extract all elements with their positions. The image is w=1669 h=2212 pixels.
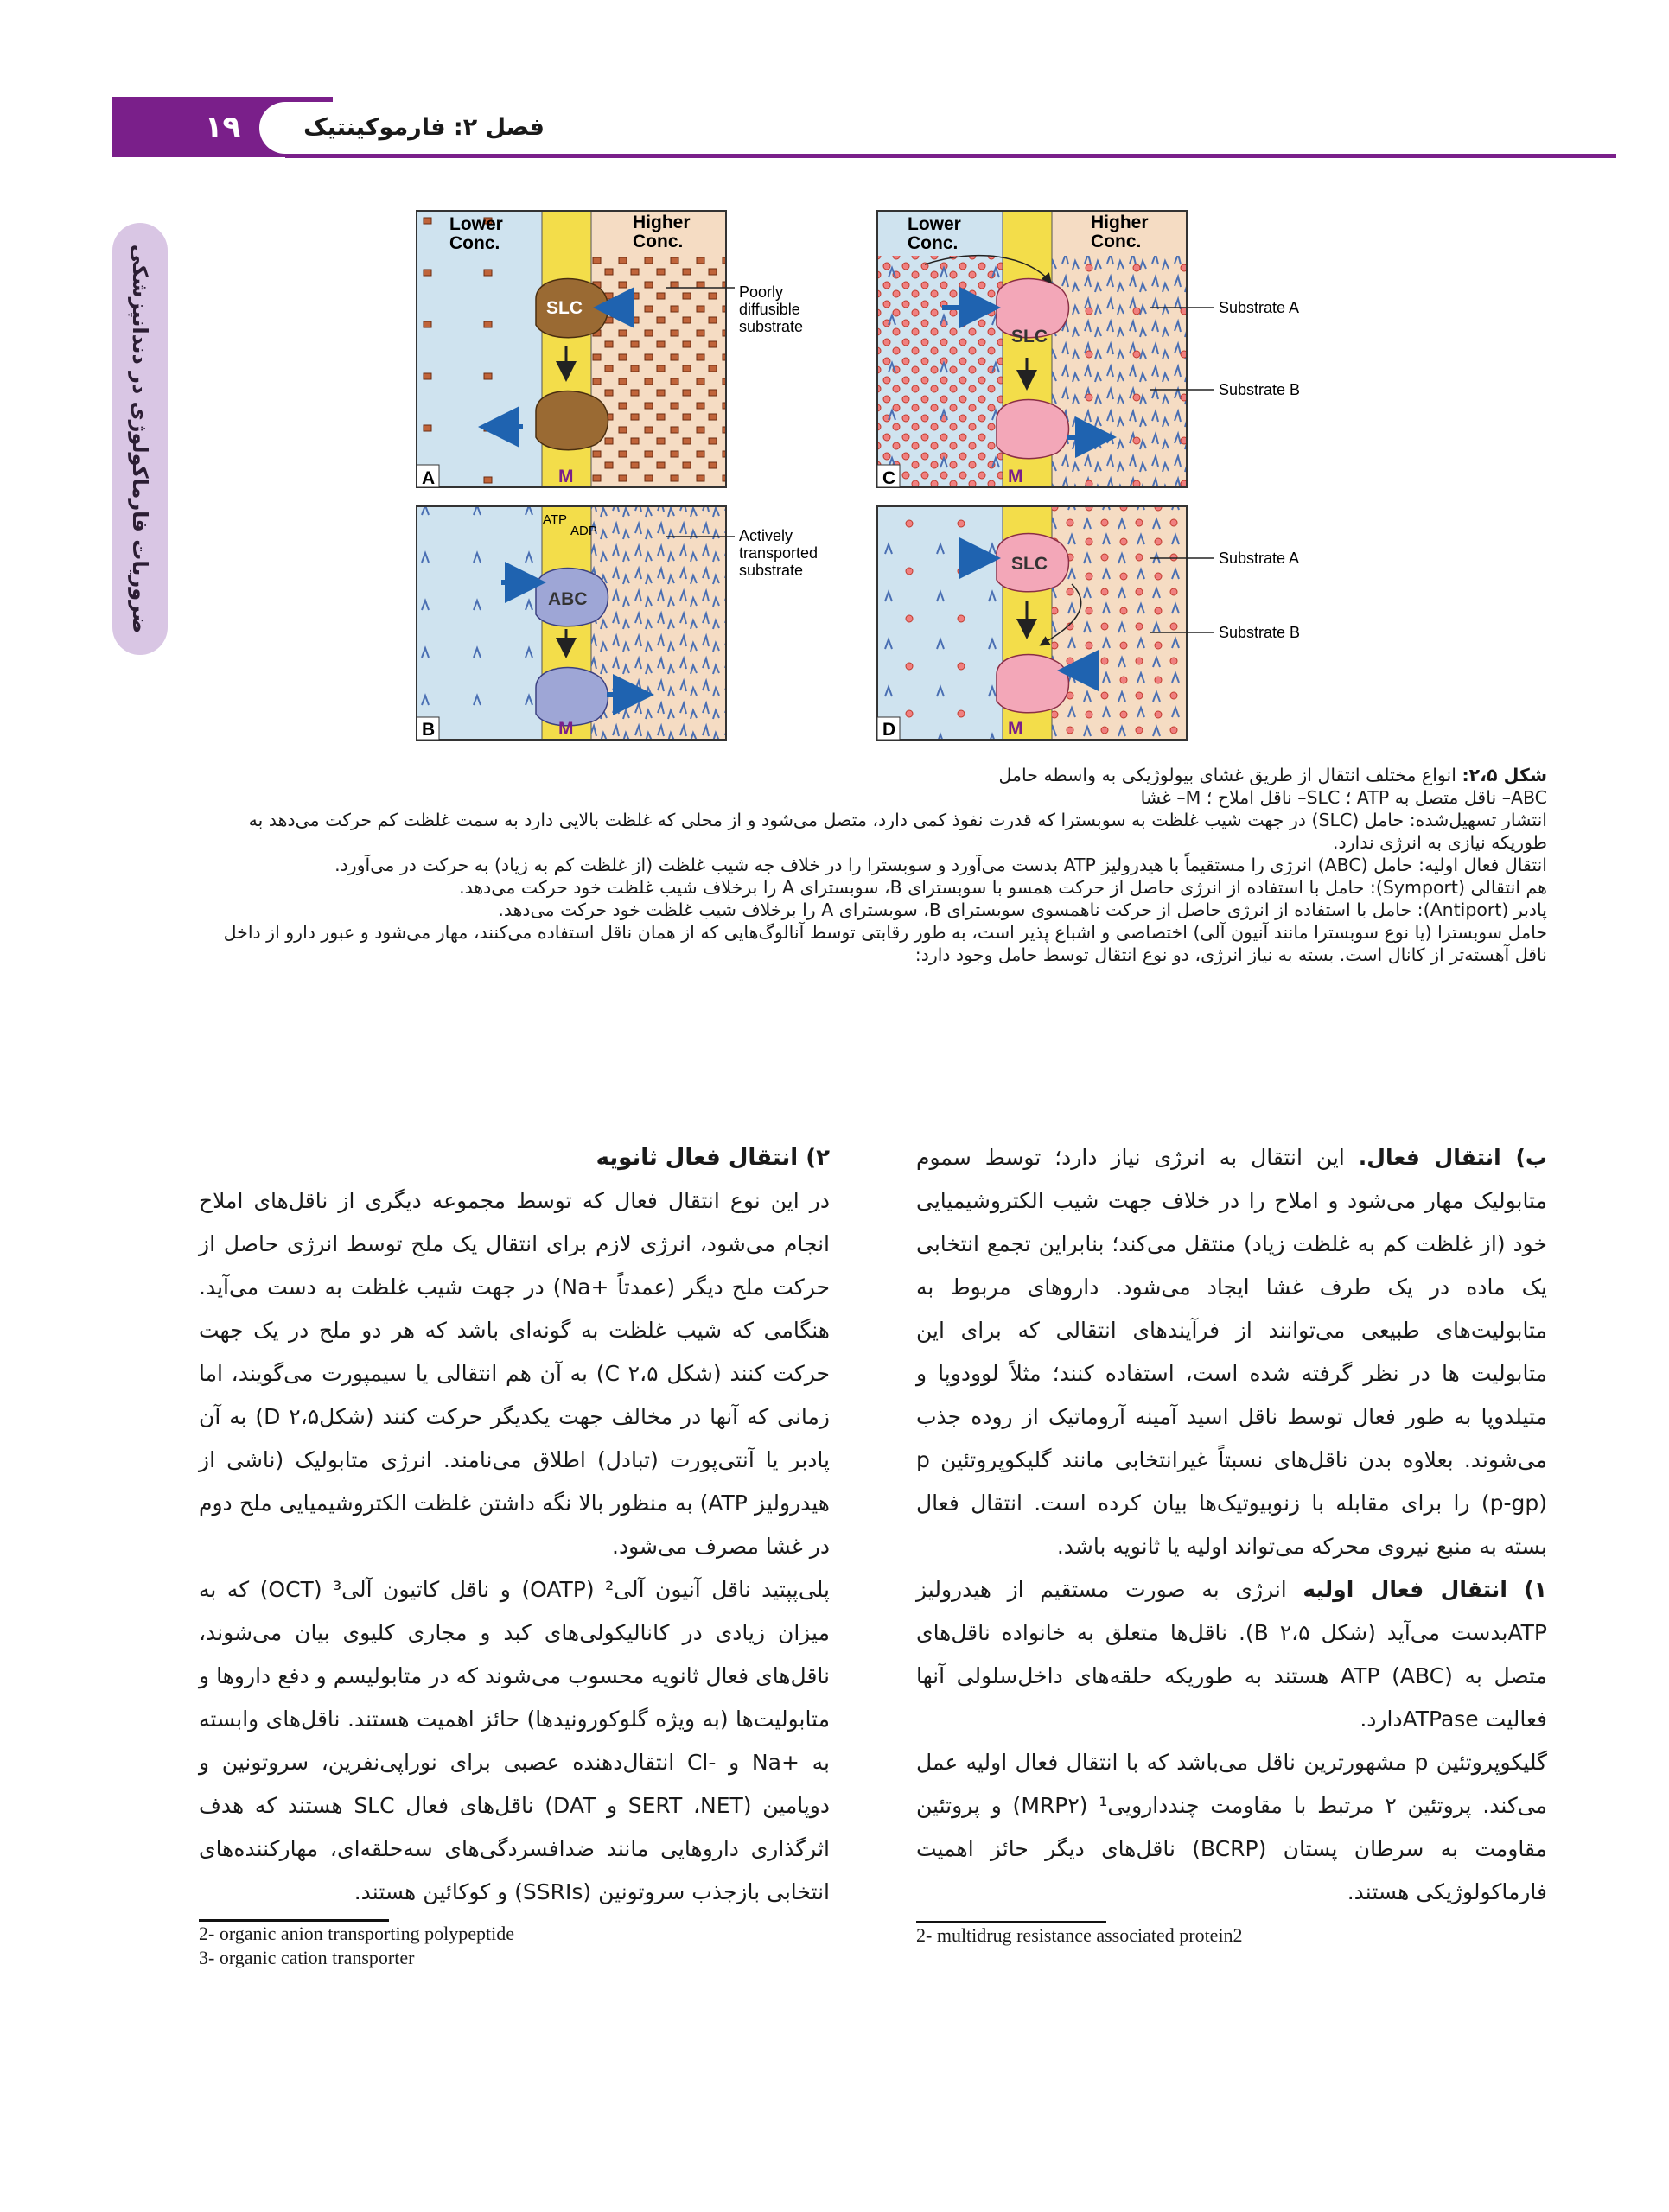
panel-a-carrier-label: SLC [546,298,583,318]
panel-a-higher-label-2: Conc. [633,232,684,251]
page-number: ۱۹ [204,110,241,144]
footnote-left-1: 2- organic anion transporting polypeptide [199,1923,514,1944]
caption-line-7: حامل سوبسترا (یا نوع سوبسترا مانند آنیون آلی) اختصاصی و اشباع پذیر است، به طور رقابتی توسط آنالوگ‌هایی که از همان ناقل استفاده می‌کنند، مهار می‌شود و عبور دارو از داخل ناقل آهسته‌تر از کانال است. بسته به نیاز انرژی، دو نوع انتقال توسط حامل وجود دارد: [223,922,1547,965]
panel-c-carrier-label: SLC [1011,327,1048,346]
caption-title: انواع مختلف انتقال از طریق غشای بیولوژیکی به واسطه حامل [998,765,1462,785]
chapter-title: فصل ۲: فارموکینتیک [259,102,555,154]
panel-b-adp-label: ADP [570,524,597,538]
primary-active-text: انرژی به صورت مستقیم از هیدرولیز ATPبدست می‌آید (شکل ۲،۵ B). ناقل‌ها متعلق به خانواده ناقل‌های متصل به ATP (ABC) هستند به طوریکه حلقه‌های داخل‌سلولی آنها فعالیت ATPaseدارد. [916,1577,1547,1732]
panel-c [877,211,1300,488]
panel-a-higher-label: Higher [633,213,691,232]
right-column [916,1136,1547,1948]
primary-active-heading: ۱) انتقال فعال اولیه [1303,1577,1547,1602]
side-tab-label: ضروریات فارماکولوژی در دندانپزشکی [128,244,152,634]
caption-line-2: ABC– ناقل متصل به ATP ؛ SLC– ناقل املاح ؛ M– غشا [1140,787,1547,808]
panel-a-letter: A [422,468,436,488]
caption-line-3: انتشار تسهیل‌شده: حامل (SLC) در جهت شیب غلظت به سوبسترا که قدرت نفوذ کمی دارد، متصل می‌شود و از محلی که غلظت بالایی دارد به سمت غلظت کم حرکت می‌دهد به طوریکه نیازی به انرژی ندارد. [248,810,1547,853]
panel-a-callout-3: substrate [739,318,804,335]
secondary-active-text: در این نوع انتقال فعال که توسط مجموعه دیگری از ناقل‌های املاح انجام می‌شود، انرژی لازم برای انتقال یک ملح توسط انرژی حاصل از حرکت ملح دیگر (عمدتاً +Na) در جهت شیب غلظت به دست می‌آید. هنگامی که شیب غلظت به گونه‌ای باشد که هر دو ملح در یک جهت حرکت کنند (شکل C ۲،۵) به آن هم انتقالی یا سیمپورت می‌گویند، اما زمانی که آنها در مخالف جهت یکدیگر حرکت کنند (شکلD ۲،۵) به آن پادبر یا آنتی‌پورت (تبادل) اطلاق می‌نامند. انرژی متابولیک (ناشی از هیدرولیز ATP) به منظور بالا نگه داشتن غلظت الکتروشیمیایی ملح دوم در غشا مصرف می‌شود. [199,1188,831,1559]
panel-d-substrate-b: Substrate B [1219,624,1301,641]
panel-b-callout-1: Actively [739,527,793,544]
caption-line-4: انتقال فعال اولیه: حامل (ABC) انرژی را مستقیماً با هیدرولیز ATP بدست می‌آورد و سوبسترا را در خلاف جه شیب غلظت (از غلظت کم به زیاد) به حرکت در می‌آورد. [334,855,1547,875]
panel-d-substrate-a: Substrate A [1219,550,1300,567]
panel-c-substrate-b: Substrate B [1219,381,1301,398]
footnote-right: 2- multidrug resistance associated protein2 [916,1924,1243,1946]
panel-b-membrane-label: M [558,719,574,739]
panel-d [877,506,1300,740]
panel-c-membrane-label: M [1008,467,1023,486]
panel-c-lower-label: Lower [908,214,961,234]
secondary-active-heading: ۲) انتقال فعال ثانویه [596,1145,830,1171]
side-tab-label-wrap [112,223,168,655]
panel-a-callout-2: diffusible [739,301,800,318]
left-column [199,1136,830,1970]
panel-c-substrate-a: Substrate A [1219,299,1300,316]
active-transport-heading: ب) انتقال فعال. [1358,1145,1547,1170]
panel-a-lower-label: Lower [449,214,503,234]
panel-b-letter: B [422,720,436,740]
figure-caption [190,764,1547,966]
panel-b [417,506,818,740]
caption-line-5: هم انتقالی (Symport): حامل با استفاده از انرژی حاصل از حرکت همسو با سوبسترای B، سوبسترای A را برخلاف شیب غلظت خود حرکت می‌دهد. [459,877,1547,898]
panel-d-membrane-label: M [1008,719,1023,739]
panel-a-callout-1: Poorly [739,283,784,301]
header-rule [285,154,1616,158]
panel-b-callout-3: substrate [739,562,804,579]
panel-c-higher-label: Higher [1091,213,1149,232]
panel-a-lower-label-2: Conc. [449,233,500,253]
panel-a [417,211,803,488]
oatp-paragraph: پلی‌پپتید ناقل آنیون آلی² (OATP) و ناقل کاتیون آلی³ (OCT) که به میزان زیادی در کانالیکولی‌های کبد و مجاری کلیوی بیان می‌شوند، ناقل‌های فعال ثانویه محسوب می‌شوند که در متابولیسم و دفع داروها و متابولیت‌ها (به ویژه گلوکورونیدها) حائز اهمیت هستند. ناقل‌های وابسته به +Na و -Cl انتقال‌دهنده عصبی برای نوراپی‌نفرین، سروتونین و دوپامین (SERT ،NET و DAT) ناقل‌های فعال SLC هستند که هدف اثرگذاری داروهایی مانند ضدافسردگی‌های سه‌حلقه‌ای، مهارکننده‌های انتخابی بازجذب سروتونین (SSRIs) و کوکائین هستند. [199,1577,830,1904]
footnote-left-2: 3- organic cation transporter [199,1947,415,1968]
active-transport-text: این انتقال به انرژی نیاز دارد؛ توسط سموم متابولیک مهار می‌شود و املاح را در خلاف جهت شیب الکتروشیمیایی خود (از غلظت کم به غلظت زیاد) منتقل می‌کند؛ بنابراین تجمع انتخابی یک ماده در یک طرف غشا ایجاد می‌شود. داروهای مربوط به متابولیت‌های طبیعی می‌توانند از فرآیندهای انتقالی که برای این متابولیت ها در نظر گرفته شده است، استفاده کنند؛ مثلاً لوودوپا و متیلدوپا به طور فعال توسط ناقل اسید آمینه آروماتیک از روده جذب می‌شوند. بعلاوه بدن ناقل‌های نسبتاً غیرانتخابی مانند گلیکوپروتئین p (p-gp) را برای مقابله با زنوبیوتیک‌ها بیان کرده است. انتقال فعال بسته به منبع نیروی محرکه می‌تواند اولیه یا ثانویه باشد. [916,1145,1547,1559]
panel-c-letter: C [882,468,896,488]
transport-figure [406,204,1383,745]
panel-c-higher-label-2: Conc. [1091,232,1142,251]
panel-d-carrier-label: SLC [1011,554,1048,574]
panel-d-letter: D [882,720,896,740]
panel-b-carrier-label: ABC [548,589,588,609]
panel-b-callout-2: transported [739,544,819,562]
pgp-paragraph: گلیکوپروتئین p مشهورترین ناقل می‌باشد که با انتقال فعال اولیه عمل می‌کند. پروتئین ۲ مرتبط با مقاومت چنددارویی¹ (MRP۲) و پروتئین مقاومت به سرطان پستان (BCRP) ناقل‌های دیگر حائز اهمیت فارماکولوژیکی هستند. [916,1750,1547,1904]
panel-c-lower-label-2: Conc. [908,233,959,253]
panel-b-atp-label: ATP [543,512,568,527]
caption-title-bold: شکل ۲،۵: [1462,765,1547,785]
panel-a-membrane-label: M [558,467,574,486]
caption-line-6: پادبر (Antiport): حامل با استفاده از انرژی حاصل از حرکت ناهمسوی سوبسترای B، سوبسترای A را برخلاف شیب غلظت خود حرکت می‌دهد. [498,899,1547,920]
